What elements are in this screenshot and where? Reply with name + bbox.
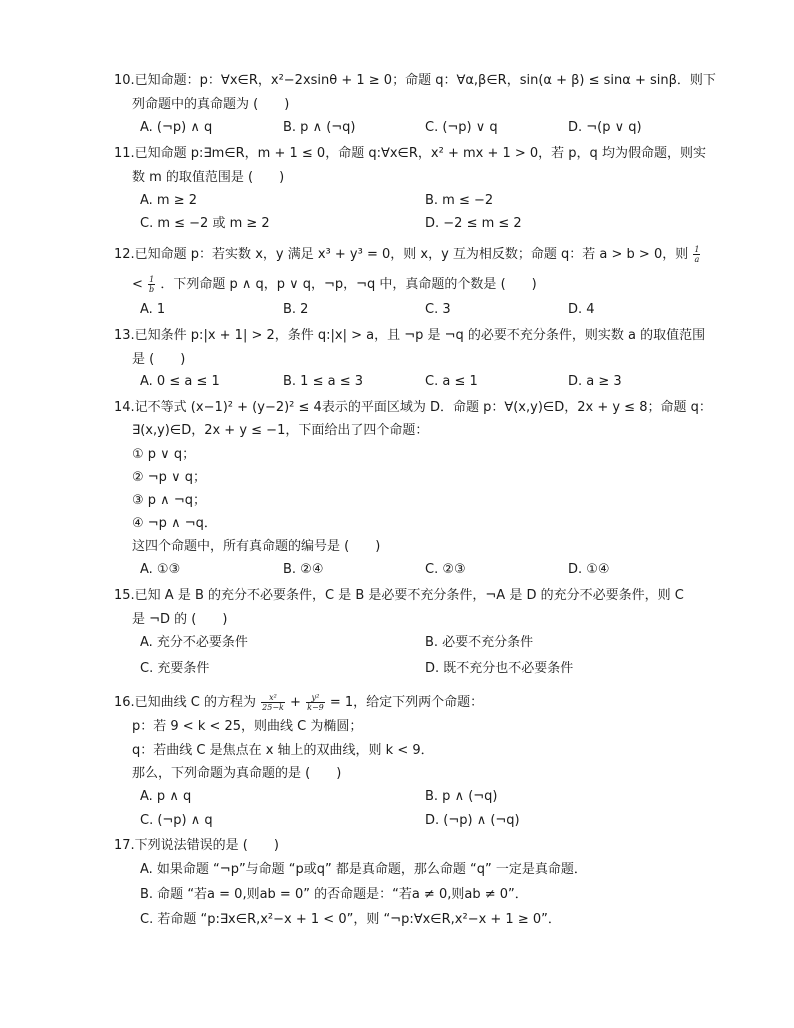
q14-stem-line1: 14.记不等式 (x−1)² + (y−2)² ≤ 4表示的平面区域为 D．命题 p：∀(x,y)∈D，2x + y ≤ 8；命题 q：	[114, 400, 712, 415]
q17-option-c: C. 若命题 “p:∃x∈R,x²−x + 1 < 0”，则 “¬p:∀x∈R,x²−x + 1 ≥ 0”．	[140, 912, 561, 927]
q17-option-a: A. 如果命题 “¬p”与命题 “p或q” 都是真命题，那么命题 “q” 一定是真命题．	[140, 862, 587, 877]
q16-stem-line1	[114, 693, 483, 712]
q10-option-a: A. (¬p) ∧ q	[140, 120, 213, 135]
q12-stem-text-2: ．下列命题 p ∧ q，p ∨ q，¬p，¬q 中，真命题的个数是 ( )	[160, 277, 537, 292]
q10-stem-line2: 列命题中的真命题为 ( )	[132, 97, 290, 112]
q17-option-b: B. 命题 “若a = 0,则ab = 0” 的否命题是：“若a ≠ 0,则ab ≠ 0”．	[140, 887, 528, 902]
q13-option-a: A. 0 ≤ a ≤ 1	[140, 374, 220, 389]
q12-stem-text: 12.已知命题 p：若实数 x，y 满足 x³ + y³ = 0，则 x，y 互为相反数；命题 q：若 a > b > 0，则	[114, 247, 689, 262]
q15-option-a: A. 充分不必要条件	[140, 635, 248, 650]
q17-stem: 17.下列说法错误的是 ( )	[114, 838, 279, 853]
q14-stem-line2: ∃(x,y)∈D，2x + y ≤ −1，下面给出了四个命题：	[132, 423, 429, 438]
q13-option-d: D. a ≥ 3	[568, 374, 622, 389]
q16-frac1-denominator: 25−k	[262, 703, 284, 712]
q16-option-a: A. p ∧ q	[140, 789, 192, 804]
q12-frac1-numerator: 1	[694, 245, 700, 254]
q14-option-c: C. ②③	[425, 562, 466, 577]
q10-option-c: C. (¬p) ∨ q	[425, 120, 498, 135]
q11-option-b: B. m ≤ −2	[425, 193, 494, 208]
q11-stem-line1: 11.已知命题 p:∃m∈R，m + 1 ≤ 0，命题 q:∀x∈R，x² + mx + 1 > 0，若 p，q 均为假命题，则实	[114, 146, 706, 161]
q12-frac2-denominator: b	[149, 285, 155, 294]
q12-option-b: B. 2	[283, 302, 309, 317]
q14-option-a: A. ①③	[140, 562, 181, 577]
q15-stem-line2: 是 ¬D 的 ( )	[132, 612, 228, 627]
q12-less-than: <	[132, 277, 143, 292]
q12-option-a: A. 1	[140, 302, 166, 317]
q12-frac1-denominator: a	[694, 255, 700, 264]
q15-stem-line1: 15.已知 A 是 B 的充分不必要条件，C 是 B 是必要不充分条件，¬A 是 D 的充分不必要条件，则 C	[114, 588, 684, 603]
q15-option-c: C. 充要条件	[140, 661, 210, 676]
q16-frac2-denominator: k−9	[307, 703, 324, 712]
q10-option-b: B. p ∧ (¬q)	[283, 120, 356, 135]
q15-option-b: B. 必要不充分条件	[425, 635, 534, 650]
q16-frac2-numerator: y²	[306, 693, 325, 703]
q16-option-b: B. p ∧ (¬q)	[425, 789, 498, 804]
q16-proposition-p: p：若 9 < k < 25，则曲线 C 为椭圆；	[132, 719, 363, 734]
q14-option-d: D. ①④	[568, 562, 610, 577]
q10-option-d: D. ¬(p ∨ q)	[568, 120, 642, 135]
q10-stem-line1: 10.已知命题：p：∀x∈R，x²−2xsinθ + 1 ≥ 0；命题 q：∀α,β∈R，sin(α + β) ≤ sinα + sinβ．则下	[114, 73, 716, 88]
q15-option-d: D. 既不充分也不必要条件	[425, 661, 574, 676]
q13-option-c: C. a ≤ 1	[425, 374, 478, 389]
q16-stem-line4: 那么，下列命题为真命题的是 ( )	[132, 766, 342, 781]
q13-stem-line2: 是 ( )	[132, 352, 186, 367]
q16-plus: +	[290, 695, 301, 710]
q16-stem-text-2: = 1，给定下列两个命题：	[329, 695, 484, 710]
q12-option-d: D. 4	[568, 302, 595, 317]
q12-fraction-1-over-a	[693, 245, 700, 264]
q12-stem-line1	[114, 245, 701, 264]
q16-option-d: D. (¬p) ∧ (¬q)	[425, 813, 520, 828]
q16-frac1-numerator: x²	[261, 693, 285, 703]
q14-item-4: ④ ¬p ∧ ¬q．	[132, 516, 217, 531]
q14-item-2: ② ¬p ∨ q；	[132, 470, 206, 485]
q14-stem-line3: 这四个命题中，所有真命题的编号是 ( )	[132, 539, 381, 554]
q11-stem-line2: 数 m 的取值范围是 ( )	[132, 170, 285, 185]
q11-option-a: A. m ≥ 2	[140, 193, 198, 208]
q14-option-b: B. ②④	[283, 562, 324, 577]
q16-stem-text: 16.已知曲线 C 的方程为	[114, 695, 257, 710]
q12-frac2-numerator: 1	[149, 275, 155, 284]
q16-fraction-y	[306, 693, 325, 712]
q12-option-c: C. 3	[425, 302, 451, 317]
q11-option-d: D. −2 ≤ m ≤ 2	[425, 216, 522, 231]
q12-stem-line2	[132, 275, 537, 294]
q16-fraction-x	[261, 693, 285, 712]
q16-proposition-q: q：若曲线 C 是焦点在 x 轴上的双曲线，则 k < 9．	[132, 743, 434, 758]
q13-stem-line1: 13.已知条件 p:|x + 1| > 2，条件 q:|x| > a，且 ¬p 是 ¬q 的必要不充分条件，则实数 a 的取值范围	[114, 328, 706, 343]
q14-item-1: ① p ∨ q；	[132, 447, 196, 462]
q16-option-c: C. (¬p) ∧ q	[140, 813, 213, 828]
q13-option-b: B. 1 ≤ a ≤ 3	[283, 374, 364, 389]
q12-fraction-1-over-b	[148, 275, 155, 294]
q11-option-c: C. m ≤ −2 或 m ≥ 2	[140, 216, 270, 231]
q14-item-3: ③ p ∧ ¬q；	[132, 493, 206, 508]
